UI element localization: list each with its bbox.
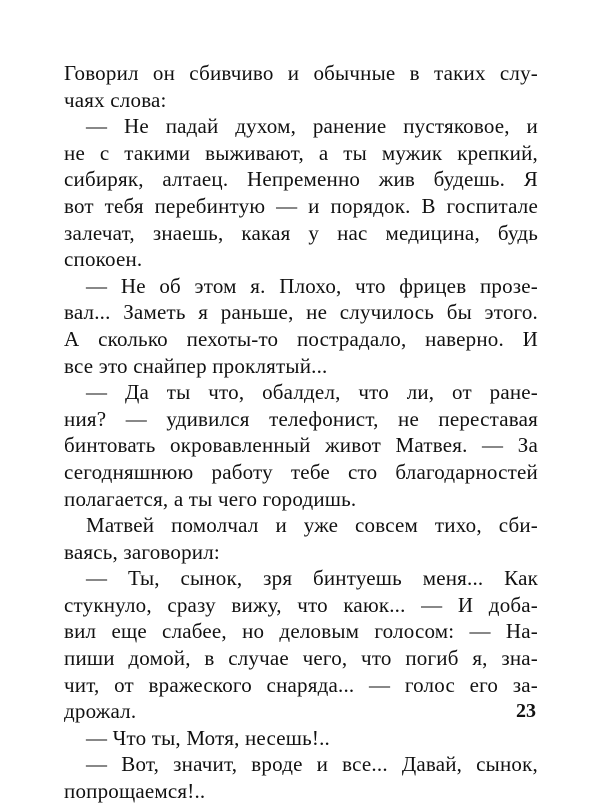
text-line: ния? — удивился телефонист, не переставая [64,406,538,431]
text-line: — Ты, сынок, зря бинтуешь меня... Как [86,566,538,591]
text-line: — Да ты что, обалдел, что ли, от ране- [86,380,538,405]
text-line: пиши домой, в случае чего, что погиб я, зна- [64,646,538,671]
page-number: 23 [516,700,536,722]
paragraph [64,60,538,113]
text-line: попрощаемся!.. [64,779,206,804]
text-line: бинтовать окровавленный живот Матвея. — За [64,433,538,458]
paragraph [64,379,538,512]
text-line: все это снайпер проклятый... [64,353,328,378]
text-line: вал... Заметь я раньше, не случилось бы этого. [64,300,538,325]
paragraph [64,273,538,379]
paragraph [64,725,538,752]
text-line: полагается, а ты чего городишь. [64,486,357,511]
text-line: дрожал. [64,699,137,724]
text-line: вил еще слабее, но деловым голосом: — На- [64,619,538,644]
text-line: спокоен. [64,247,143,272]
page-text [64,60,538,805]
text-line: — Вот, значит, вроде и все... Давай, сынок, [86,752,538,777]
text-line: Матвей помолчал и уже совсем тихо, сби- [86,513,538,538]
paragraph [64,113,538,273]
text-line: вот тебя перебинтую — и порядок. В госпитале [64,193,538,218]
paragraph [64,565,538,725]
text-line: чит, от вражеского снаряда... — голос его за- [64,672,538,697]
text-line: чаях слова: [64,87,167,112]
paragraph [64,751,538,804]
text-line: А сколько пехоты-то пострадало, наверно. И [64,326,538,351]
text-line: — Не падай духом, ранение пустяковое, и [86,114,538,139]
text-line: Говорил он сбивчиво и обычные в таких слу- [64,61,538,85]
text-line: — Что ты, Мотя, несешь!.. [86,725,330,750]
text-line: залечат, знаешь, какая у нас медицина, будь [64,220,538,245]
text-line: ваясь, заговорил: [64,539,220,564]
text-line: не с такими выживают, а ты мужик крепкий, [64,140,538,165]
text-line: сибиряк, алтаец. Непременно жив будешь. Я [64,167,538,192]
paragraph [64,512,538,565]
text-line: — Не об этом я. Плохо, что фрицев прозе- [86,273,538,298]
text-line: стукнуло, сразу вижу, что каюк... — И доба- [64,592,538,617]
text-line: сегодняшнюю работу тебе сто благодарностей [64,459,538,484]
